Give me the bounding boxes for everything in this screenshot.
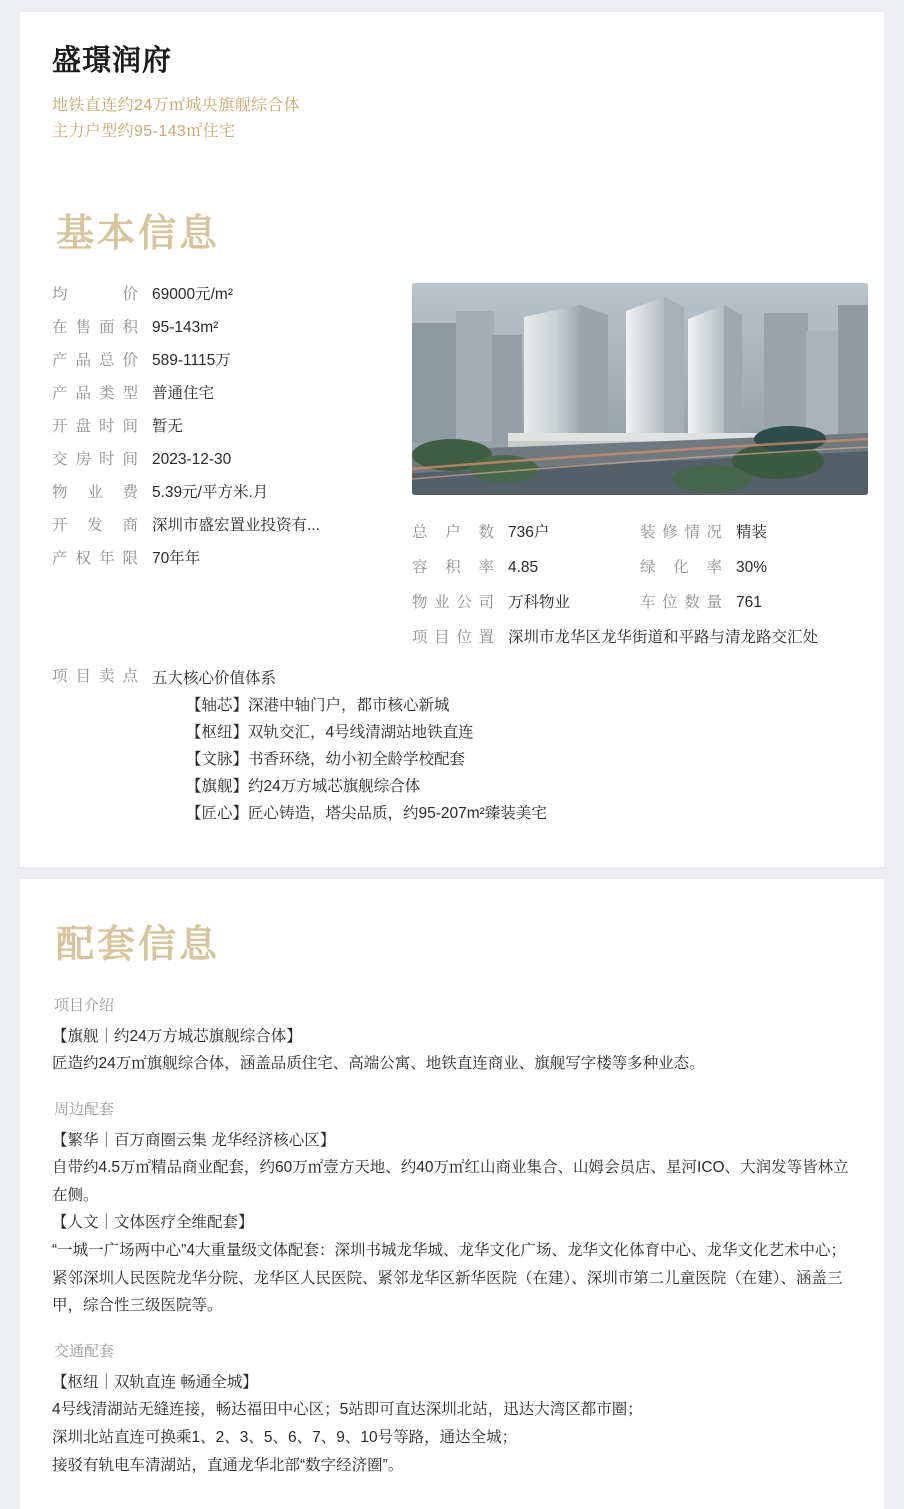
selling-point-item: 【轴芯】深港中轴门户，都市核心新城 <box>186 696 450 714</box>
info-value: 4.85 <box>508 558 539 576</box>
facility-paragraph: 接驳有轨电车清湖站，直通龙华北部“数字经济圈”。 <box>52 1456 404 1474</box>
selling-points-title: 五大核心价值体系 <box>152 669 277 687</box>
info-value: 万科物业 <box>508 593 571 611</box>
info-value: 精装 <box>736 523 768 541</box>
info-row-average-price <box>52 283 402 307</box>
basic-info-section <box>20 168 884 867</box>
info-value: 2023-12-30 <box>152 450 232 468</box>
info-row-ownership-years <box>52 547 402 571</box>
selling-point-item: 【旗舰】约24万方城芯旗舰综合体 <box>186 778 421 796</box>
info-label: 产品类型 <box>52 384 138 402</box>
info-value: 761 <box>736 593 762 611</box>
facility-paragraph: 【枢纽｜双轨直连 畅通全城】 <box>52 1373 258 1391</box>
info-label: 开发商 <box>52 516 138 534</box>
info-row-parking-spaces <box>640 591 868 615</box>
info-label: 产品总价 <box>52 351 138 369</box>
info-value: 5.39元/平方米.月 <box>152 483 269 501</box>
info-label: 车位数量 <box>640 593 722 611</box>
info-value <box>138 665 852 828</box>
facility-info-section <box>20 879 884 1509</box>
info-row-property-fee <box>52 481 402 505</box>
section-divider <box>20 867 884 879</box>
info-row-total-price <box>52 349 402 373</box>
facility-paragraph: 紧邻深圳人民医院龙华分院、龙华区人民医院、紧邻龙华区新华医院（在建）、深圳市第二儿童医院（在建）、涵盖三甲，综合性三级医院等。 <box>52 1269 843 1315</box>
aerial-rendering-illustration <box>412 283 868 495</box>
facility-paragraph: 匠造约24万㎡旗舰综合体，涵盖品质住宅、高端公寓、地铁直连商业、旗舰写字楼等多种业态。 <box>52 1055 705 1073</box>
info-row-green-ratio <box>640 556 868 580</box>
info-label: 均价 <box>52 285 138 303</box>
facility-group-label: 项目介绍 <box>54 996 115 1014</box>
info-value: 589-1115万 <box>152 351 231 369</box>
info-row-selling-points <box>52 665 852 828</box>
facility-group-label: 交通配套 <box>54 1342 115 1360</box>
facility-group-transportation <box>52 1340 852 1479</box>
info-label: 项目位置 <box>412 628 494 646</box>
facility-group-label: 周边配套 <box>54 1100 115 1118</box>
facility-paragraph: “一城一广场两中心”4大重量级文体配套：深圳书城龙华城、龙华文化广场、龙华文化体育中心、龙华文化艺术中心； <box>52 1242 846 1260</box>
info-row-property-company <box>412 591 640 615</box>
info-value: 69000元/m² <box>152 285 233 303</box>
info-value: 普通住宅 <box>152 384 215 402</box>
facility-group-surroundings <box>52 1098 852 1320</box>
facility-paragraph: 【人文｜文体医疗全维配套】 <box>52 1214 254 1232</box>
info-row-area-for-sale <box>52 316 402 340</box>
info-label: 装修情况 <box>640 523 722 541</box>
info-row-delivery-time <box>52 448 402 472</box>
facility-paragraph: 深圳北站直连可换乘1、2、3、5、6、7、9、10号等路，通达全城； <box>52 1428 518 1446</box>
basic-info-grid <box>412 521 868 661</box>
info-row-total-households <box>412 521 640 545</box>
info-row-plot-ratio <box>412 556 640 580</box>
basic-info-left-column <box>52 283 402 580</box>
facility-paragraph: 自带约4.5万㎡精品商业配套，约60万㎡壹方天地、约40万㎡红山商业集合、山姆会员店、星河ICO、大润发等皆林立在侧。 <box>52 1159 849 1204</box>
info-label: 产权年限 <box>52 549 138 567</box>
info-row-developer <box>52 514 402 538</box>
info-label: 交房时间 <box>52 450 138 468</box>
facility-paragraph: 4号线清湖站无缝连接，畅达福田中心区；5站即可直达深圳北站，迅达大湾区都市圈； <box>52 1401 643 1419</box>
info-label: 项目卖点 <box>52 667 138 685</box>
subtitle-line-1: 地铁直连约24万㎡城央旗舰综合体 <box>52 97 301 114</box>
info-row-project-location <box>412 626 868 650</box>
info-value: 30% <box>736 558 768 576</box>
selling-point-item: 【匠心】匠心铸造，塔尖品质，约95-207m²臻装美宅 <box>186 805 547 823</box>
info-value: 95-143m² <box>152 318 219 336</box>
facility-paragraph: 【繁华｜百万商圈云集 龙华经济核心区】 <box>52 1131 336 1149</box>
info-label: 容积率 <box>412 558 494 576</box>
project-rendering-image <box>412 283 868 495</box>
info-value: 70年年 <box>152 549 201 567</box>
info-row-opening-time <box>52 415 402 439</box>
info-label: 物业公司 <box>412 593 494 611</box>
info-row-decoration <box>640 521 868 545</box>
info-label: 总户数 <box>412 523 494 541</box>
info-value: 736户 <box>508 523 550 541</box>
selling-point-item: 【文脉】书香环绕，幼小初全龄学校配套 <box>186 751 466 769</box>
basic-info-heading: 基本信息 <box>56 212 221 255</box>
basic-info-right-column <box>402 283 868 661</box>
selling-point-item: 【枢纽】双轨交汇，4号线清湖站地铁直连 <box>186 724 474 742</box>
info-label: 物业费 <box>52 483 138 501</box>
facility-group-project-intro <box>52 994 852 1078</box>
facility-paragraph: 【旗舰｜约24万方城芯旗舰综合体】 <box>52 1027 302 1045</box>
info-value: 暂无 <box>152 417 184 435</box>
subtitle-line-2: 主力户型约95-143㎡住宅 <box>52 123 236 141</box>
page-title: 盛璟润府 <box>52 45 173 77</box>
info-label: 绿化率 <box>640 558 722 576</box>
info-row-product-type <box>52 382 402 406</box>
project-subtitle <box>52 93 852 146</box>
project-header <box>20 12 884 168</box>
info-label: 在售面积 <box>52 318 138 336</box>
facility-info-heading: 配套信息 <box>56 923 221 966</box>
info-label: 开盘时间 <box>52 417 138 435</box>
info-value: 深圳市龙华区龙华街道和平路与清龙路交汇处 <box>508 628 819 646</box>
info-value: 深圳市盛宏置业投资有... <box>152 516 320 534</box>
